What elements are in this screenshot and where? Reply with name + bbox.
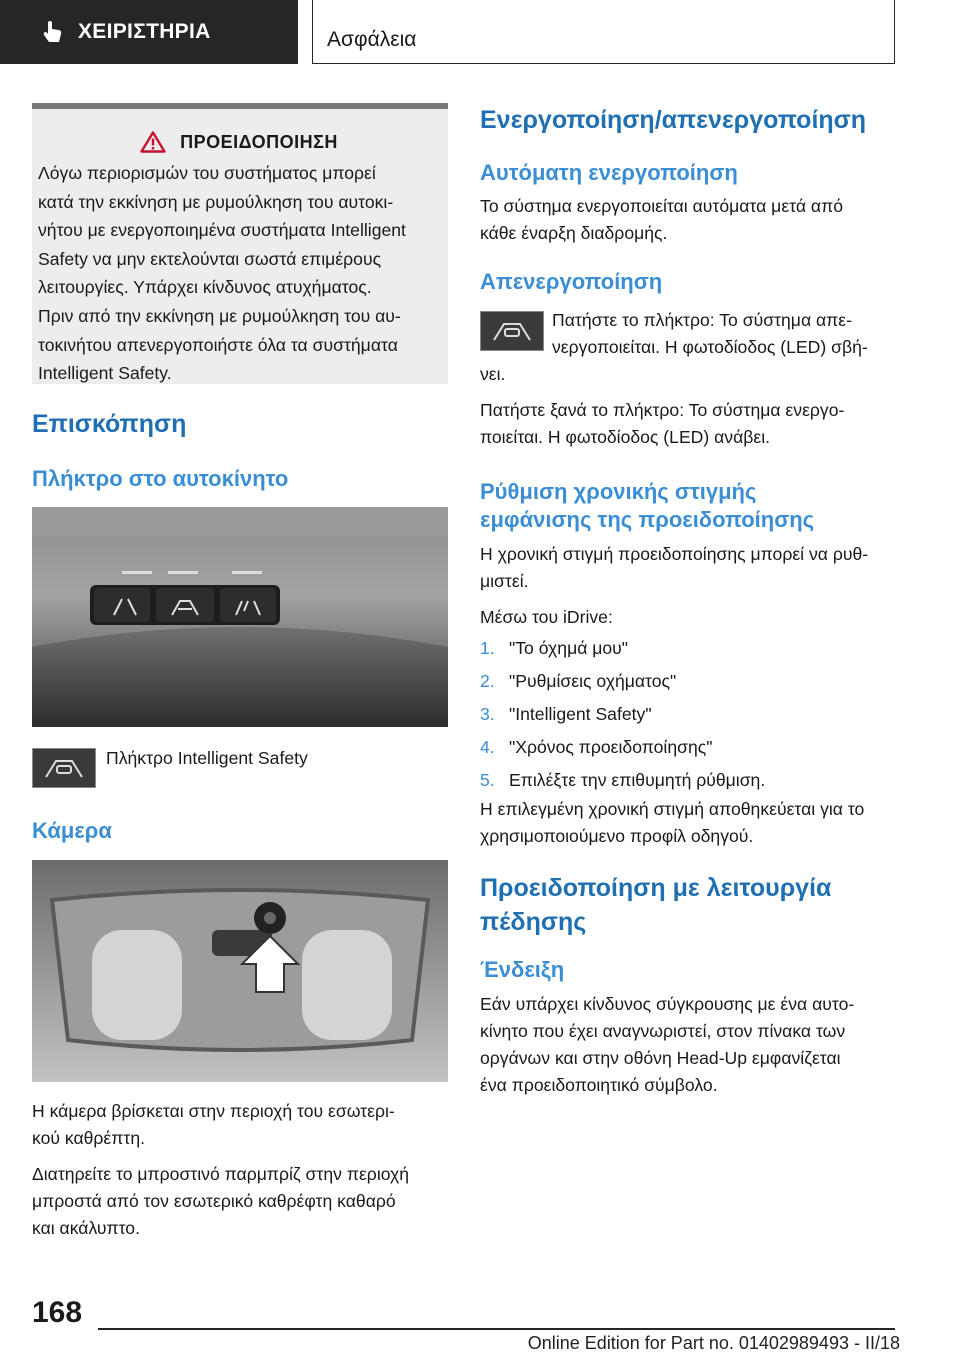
footer-divider [98, 1328, 895, 1330]
indication-heading: Ένδειξη [480, 957, 565, 982]
warning-box [32, 103, 448, 384]
intelligent-safety-button-icon [32, 748, 96, 788]
overview-heading: Επισκόπηση [32, 410, 187, 438]
auto-activation-heading: Αυτόματη ενεργοποίηση [480, 160, 738, 185]
warning-time-heading: Ρύθμιση χρονικής στιγμής εμφάνισης της προειδοποίησης [480, 479, 815, 532]
idrive-steps-list [480, 632, 900, 797]
indication-text: Εάν υπάρχει κίνδυνος σύγκρουσης με ένα αυτο- κίνητο που έχει αναγνωριστεί, στον πίνακα των οργάνων και στην οθόνη Head-Up εμφανίζεται ένα προειδοποιητικό σύμβολο. [480, 994, 855, 1095]
camera-text: Η κάμερα βρίσκεται στην περιοχή του εσωτερι- κού καθρέπτη. Διατηρείτε το μπροστινό παρμπρίζ στην περιοχή μπροστά από τον εσωτερικό καθρέφτη καθαρό και ακάλυπτο. [32, 1101, 410, 1238]
saved-profile-text: Η επιλεγμένη χρονική στιγμή αποθηκεύεται για το χρησιμοποιούμενο προφίλ οδηγού. [480, 799, 865, 846]
list-item: 2. "Ρυθμίσεις οχήματος" [480, 671, 677, 691]
deactivation-heading: Απενεργοποίηση [480, 269, 663, 294]
deactivation-text-side: Πατήστε το πλήκτρο: Το σύστημα απε- νεργοποιείται. Η φωτοδίοδος (LED) σβή- [552, 310, 868, 357]
header-section-tab [0, 0, 298, 64]
deactivation-text: νει. Πατήστε ξανά το πλήκτρο: Το σύστημα ενεργο- ποιείται. Η φωτοδίοδος (LED) ανάβει. [480, 364, 845, 447]
list-item: 5. Επιλέξτε την επιθυμητή ρύθμιση. [480, 770, 766, 790]
button-panel-photo [32, 507, 448, 727]
list-item: 4. "Χρόνος προειδοποίησης" [480, 737, 713, 757]
auto-activation-text: Το σύστημα ενεργοποιείται αυτόματα μετά από κάθε έναρξη διαδρομής. [480, 196, 844, 243]
camera-photo [32, 860, 448, 1082]
warning-text: Λόγω περιορισμών του συστήματος μπορεί κατά την εκκίνηση με ρυμούλκηση του αυτοκι- νήτου με ενεργοποιημένα συστήματα Intelligent Safety να μην εκτελούνται σωστά επιμέρους λειτουργίες. Υπάρχει κίνδυνος ατυχήματος. Πριν από την εκκίνηση με ρυμούλκηση του αυ- τοκινήτου απενεργοποιήστε όλα τα συστήματα Intelligent Safety. [38, 163, 406, 384]
header-section-title: ΧΕΙΡΙΣΤΗΡΙΑ [78, 20, 211, 43]
warning-time-text: Η χρονική στιγμή προειδοποίησης μπορεί να ρυθ- μιστεί. Μέσω του iDrive: [480, 544, 869, 627]
list-item: 3. "Intelligent Safety" [480, 704, 652, 724]
brake-warning-heading: Προειδοποίηση με λειτουργία πέδησης [480, 874, 832, 936]
page-number: 168 [32, 1296, 83, 1329]
warning-triangle-icon [140, 131, 166, 153]
hand-pointer-icon [40, 19, 66, 45]
camera-heading: Κάμερα [32, 818, 112, 843]
list-item: 1. "Το όχημά μου" [480, 638, 629, 658]
warning-title: ΠΡΟΕΙΔΟΠΟΙΗΣΗ [38, 131, 440, 153]
deactivation-button-icon [480, 311, 544, 351]
onoff-heading: Ενεργοποίηση/απενεργοποίηση [480, 106, 867, 134]
button-heading: Πλήκτρο στο αυτοκίνητο [32, 466, 289, 491]
button-caption: Πλήκτρο Intelligent Safety [106, 748, 308, 768]
header-chapter-title: Ασφάλεια [312, 0, 895, 64]
footer-edition: Online Edition for Part no. 01402989493 - II/18 [527, 1333, 900, 1353]
